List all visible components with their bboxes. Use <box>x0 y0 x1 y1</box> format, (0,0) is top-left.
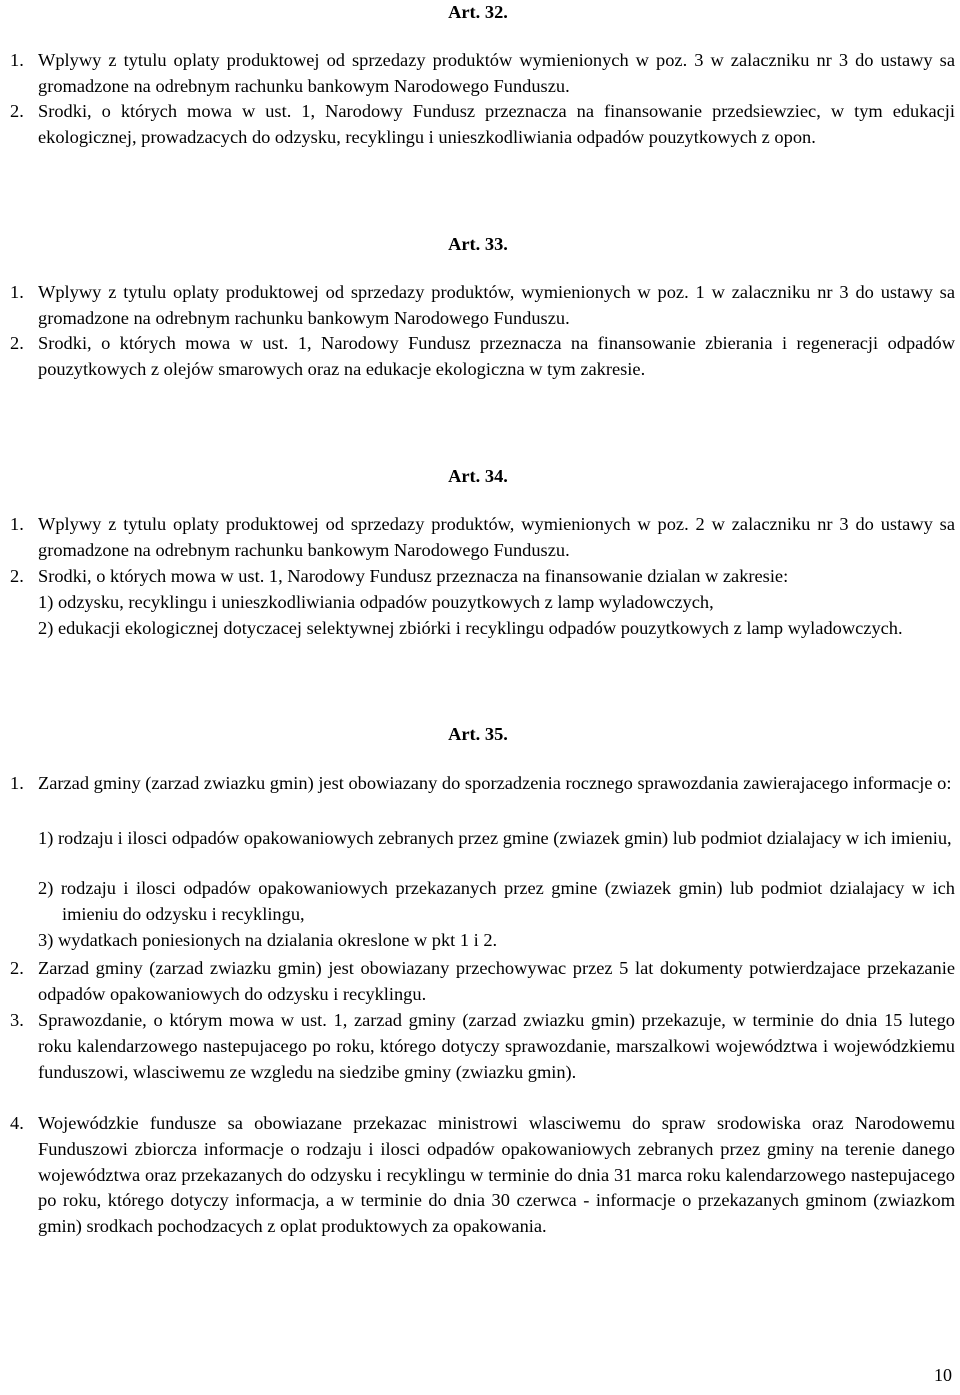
item-number: 2. <box>10 333 24 353</box>
art32-item-2 <box>10 99 955 151</box>
subitem-number: 1) <box>38 828 54 848</box>
art35-item-3 <box>10 1008 955 1085</box>
item-text: Wplywy z tytulu oplaty produktowej od sprzedazy produktów, wymienionych w poz. 1 w zalaczniku nr 3 do ustawy sa gromadzone na odrebnym rachunku bankowym Narodowego Funduszu. <box>38 282 955 328</box>
subitem-text: rodzaju i ilosci odpadów opakowaniowych zebranych przez gmine (zwiazek gmin) lub podmiot dzialajacy w ich imieniu, <box>57 828 952 848</box>
subitem-number: 3) <box>38 930 54 950</box>
art33-item-2 <box>10 331 955 383</box>
item-text: Srodki, o których mowa w ust. 1, Narodowy Fundusz przeznacza na finansowanie dzialan w zakresie: <box>38 566 789 586</box>
art34-subitem-1 <box>10 590 955 616</box>
item-text: Sprawozdanie, o którym mowa w ust. 1, zarzad gminy (zarzad zwiazku gmin) przekazuje, w terminie do dnia 15 lutego roku kalendarzowego nastepujacego po roku, którego dotyczy sprawozdanie, marszalkowi województwa i wojewódzkiemu funduszowi, wlasciwemu ze wzgledu na siedzibe gminy (zwiazku gmin). <box>38 1010 955 1082</box>
item-number: 2. <box>10 101 24 121</box>
art34-subitem-2 <box>10 616 955 642</box>
art33-item-1 <box>10 280 955 332</box>
article-33-title: Art. 33. <box>448 234 508 254</box>
page-number: 10 <box>934 1365 952 1386</box>
subitem-number: 2) <box>38 878 54 898</box>
item-number: 1. <box>10 282 24 302</box>
subitem <box>38 590 955 616</box>
art32-item-1 <box>10 48 955 100</box>
art34-item-2 <box>10 564 955 590</box>
subitem <box>38 928 955 954</box>
subitem <box>38 616 955 642</box>
article-35-title: Art. 35. <box>448 724 508 744</box>
subitem-number: 2) <box>38 618 54 638</box>
item-number: 4. <box>10 1113 24 1133</box>
item-number: 2. <box>10 566 24 586</box>
art35-subitem-3 <box>10 928 955 954</box>
art35-item-2 <box>10 956 955 1008</box>
subitem-text: rodzaju i ilosci odpadów opakowaniowych przekazanych przez gmine (zwiazek gmin) lub podmiot dzialajacy w ich imieniu do odzysku i recyklingu, <box>60 878 955 924</box>
article-34-title: Art. 34. <box>448 466 508 486</box>
art35-item-1 <box>10 771 955 797</box>
article-32-title: Art. 32. <box>448 2 508 22</box>
subitem-text: wydatkach poniesionych na dzialania okreslone w pkt 1 i 2. <box>57 930 498 950</box>
item-text: Wplywy z tytulu oplaty produktowej od sprzedazy produktów, wymienionych w poz. 2 w zalaczniku nr 3 do ustawy sa gromadzone na odrebnym rachunku bankowym Narodowego Funduszu. <box>38 514 955 560</box>
art34-item-1 <box>10 512 955 564</box>
item-number: 3. <box>10 1010 24 1030</box>
subitem-number: 1) <box>38 592 54 612</box>
subitem <box>38 826 955 852</box>
item-text: Zarzad gminy (zarzad zwiazku gmin) jest obowiazany do sporzadzenia rocznego sprawozdania zawierajacego informacje o: <box>38 773 952 793</box>
item-number: 1. <box>10 514 24 534</box>
item-number: 1. <box>10 50 24 70</box>
item-text: Zarzad gminy (zarzad zwiazku gmin) jest obowiazany przechowywac przez 5 lat dokumenty potwierdzajace przekazanie odpadów opakowaniowych do odzysku i recyklingu. <box>38 958 955 1004</box>
item-text: Srodki, o których mowa w ust. 1, Narodowy Fundusz przeznacza na finansowanie przedsiewziec, w tym edukacji ekologicznej, prowadzacych do odzysku, recyklingu i unieszkodliwiania odpadów pouzytkowych z opon. <box>38 101 955 147</box>
art35-item-4 <box>10 1111 955 1240</box>
subitem <box>38 876 955 928</box>
art35-subitem-1 <box>10 826 955 852</box>
item-number: 1. <box>10 773 24 793</box>
item-text: Srodki, o których mowa w ust. 1, Narodowy Fundusz przeznacza na finansowanie zbierania i regeneracji odpadów pouzytkowych z olejów smarowych oraz na edukacje ekologiczna w tym zakresie. <box>38 333 955 379</box>
art35-subitem-2 <box>10 876 955 928</box>
item-number: 2. <box>10 958 24 978</box>
subitem-text: odzysku, recyklingu i unieszkodliwiania odpadów pouzytkowych z lamp wyladowczych, <box>57 592 714 612</box>
item-text: Wojewódzkie fundusze sa obowiazane przekazac ministrowi wlasciwemu do spraw srodowiska oraz Narodowemu Funduszowi zbiorcza informacje o rodzaju i ilosci odpadów opakowaniowych zebranych przez gminy na terenie danego województwa oraz przekazanych do odzysku i recyklingu w terminie do dnia 31 marca roku kalendarzowego nastepujacego po roku, którego dotyczy informacja, a w terminie do dnia 30 czerwca - informacje o przekazanych gminom (zwiazkom gmin) srodkach pochodzacych z oplat produktowych za opakowania. <box>38 1113 955 1237</box>
item-text: Wplywy z tytulu oplaty produktowej od sprzedazy produktów wymienionych w poz. 3 w zalaczniku nr 3 do ustawy sa gromadzone na odrebnym rachunku bankowym Narodowego Funduszu. <box>38 50 955 96</box>
subitem-text: edukacji ekologicznej dotyczacej selektywnej zbiórki i recyklingu odpadów pouzytkowych z lamp wyladowczych. <box>57 618 903 638</box>
